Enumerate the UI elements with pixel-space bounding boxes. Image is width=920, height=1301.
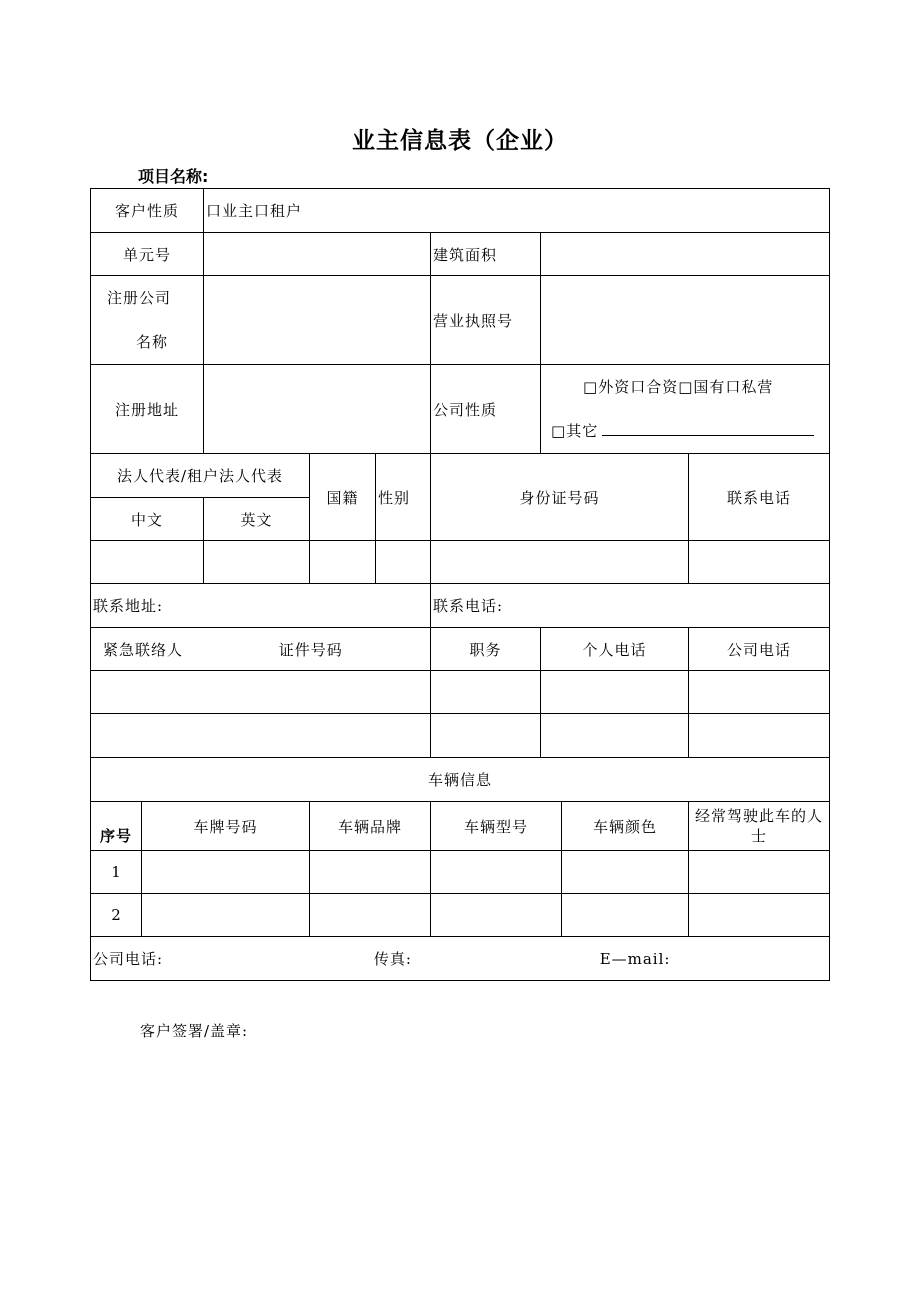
registered-address-label: 注册地址 bbox=[91, 365, 204, 454]
contact-phone-field[interactable] bbox=[689, 541, 830, 584]
customer-type-options[interactable]: 口业主口租户 bbox=[204, 189, 830, 233]
plate-number-label: 车牌号码 bbox=[142, 802, 310, 851]
footer-fax[interactable]: 传真: bbox=[373, 950, 412, 968]
customer-type-label: 客户性质 bbox=[91, 189, 204, 233]
row-number: 1 bbox=[91, 851, 142, 894]
vehicle-color-label: 车辆颜色 bbox=[562, 802, 689, 851]
vehicle-brand-field[interactable] bbox=[310, 894, 431, 937]
company-type-label: 公司性质 bbox=[431, 365, 541, 454]
company-name-label bbox=[91, 276, 204, 365]
english-name-label: 英文 bbox=[204, 498, 310, 541]
vehicle-model-label: 车辆型号 bbox=[431, 802, 562, 851]
emergency-contact-field[interactable] bbox=[91, 671, 431, 714]
company-phone-field[interactable] bbox=[689, 671, 830, 714]
company-name-label-line2: 名称 bbox=[136, 333, 169, 351]
contact-phone-header: 联系电话 bbox=[689, 454, 830, 541]
regular-driver-field[interactable] bbox=[689, 894, 830, 937]
company-type-checkboxes[interactable]: □外资口合资□国有口私营 bbox=[583, 378, 774, 396]
building-area-field[interactable] bbox=[541, 233, 830, 276]
nationality-label: 国籍 bbox=[310, 454, 376, 541]
emergency-contact-field[interactable] bbox=[91, 714, 431, 758]
page-title: 业主信息表（企业） bbox=[352, 128, 568, 154]
chinese-name-field[interactable] bbox=[91, 541, 204, 584]
english-name-field[interactable] bbox=[204, 541, 310, 584]
id-number-label: 身份证号码 bbox=[431, 454, 689, 541]
footer-email[interactable]: E—mail: bbox=[599, 950, 671, 968]
owner-info-form bbox=[90, 188, 830, 981]
regular-driver-label: 经常驾驶此车的人士 bbox=[689, 802, 830, 851]
cert-number-label: 证件号码 bbox=[278, 640, 343, 659]
company-type-options[interactable] bbox=[541, 365, 830, 454]
vehicle-color-field[interactable] bbox=[562, 851, 689, 894]
vehicle-color-field[interactable] bbox=[562, 894, 689, 937]
company-name-field[interactable] bbox=[204, 276, 431, 365]
business-license-field[interactable] bbox=[541, 276, 830, 365]
vehicle-model-field[interactable] bbox=[431, 894, 562, 937]
footer-contact-row bbox=[91, 937, 830, 981]
unit-number-label: 单元号 bbox=[91, 233, 204, 276]
nationality-field[interactable] bbox=[310, 541, 376, 584]
position-field[interactable] bbox=[431, 714, 541, 758]
vehicle-brand-label: 车辆品牌 bbox=[310, 802, 431, 851]
legal-rep-label: 法人代表/租户法人代表 bbox=[91, 454, 310, 498]
business-license-label: 营业执照号 bbox=[431, 276, 541, 365]
company-phone-label: 公司电话 bbox=[689, 628, 830, 671]
chinese-name-label: 中文 bbox=[91, 498, 204, 541]
vehicle-model-field[interactable] bbox=[431, 851, 562, 894]
position-field[interactable] bbox=[431, 671, 541, 714]
plate-number-field[interactable] bbox=[142, 894, 310, 937]
plate-number-field[interactable] bbox=[142, 851, 310, 894]
personal-phone-label: 个人电话 bbox=[541, 628, 689, 671]
personal-phone-field[interactable] bbox=[541, 671, 689, 714]
seq-label: 序号 bbox=[91, 802, 142, 851]
company-phone-field[interactable] bbox=[689, 714, 830, 758]
other-blank-line bbox=[602, 423, 814, 436]
company-name-label-line1: 注册公司 bbox=[107, 289, 172, 307]
gender-field[interactable] bbox=[376, 541, 431, 584]
regular-driver-field[interactable] bbox=[689, 851, 830, 894]
company-type-other-row[interactable] bbox=[543, 409, 827, 453]
vehicle-section-header: 车辆信息 bbox=[91, 758, 830, 802]
building-area-label: 建筑面积 bbox=[431, 233, 541, 276]
emergency-contact-header bbox=[91, 628, 431, 671]
contact-phone-label[interactable]: 联系电话: bbox=[431, 584, 830, 628]
company-type-other[interactable]: □其它 bbox=[551, 422, 599, 440]
project-name-label: 项目名称: bbox=[138, 167, 209, 186]
personal-phone-field[interactable] bbox=[541, 714, 689, 758]
id-number-field[interactable] bbox=[431, 541, 689, 584]
row-number: 2 bbox=[91, 894, 142, 937]
vehicle-brand-field[interactable] bbox=[310, 851, 431, 894]
unit-number-field[interactable] bbox=[204, 233, 431, 276]
registered-address-field[interactable] bbox=[204, 365, 431, 454]
position-label: 职务 bbox=[431, 628, 541, 671]
emergency-contact-label: 紧急联络人 bbox=[103, 640, 184, 659]
footer-company-phone[interactable]: 公司电话: bbox=[93, 950, 164, 968]
contact-address-label[interactable]: 联系地址: bbox=[91, 584, 431, 628]
customer-signature-label[interactable]: 客户签署/盖章: bbox=[140, 1022, 249, 1040]
gender-label: 性别 bbox=[376, 454, 431, 541]
